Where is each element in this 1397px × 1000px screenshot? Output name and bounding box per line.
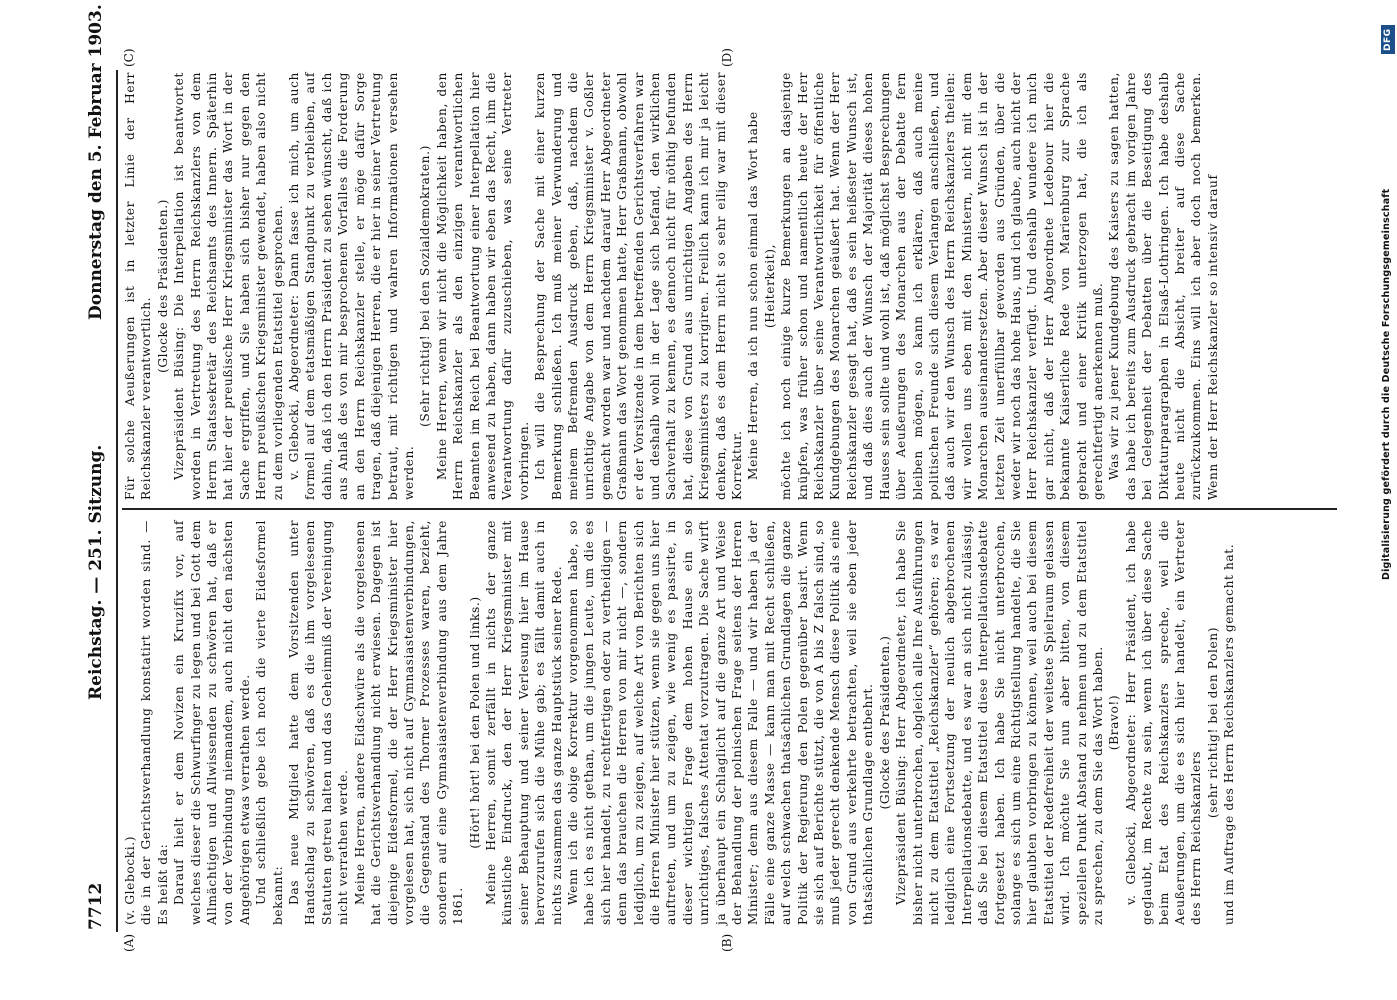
paragraph: Meine Herren, da ich nun schon einmal das Wort habe bbox=[746, 111, 761, 480]
digitization-credit: Digitalisierung gefördert durch die Deutsche Forschungsgemeinschaft bbox=[1381, 188, 1392, 580]
dfg-logo: DFG bbox=[1381, 25, 1395, 54]
left-text-column bbox=[122, 520, 1332, 925]
right-running-title: Donnerstag den 5. Februar 1903. bbox=[86, 4, 106, 320]
paragraph: Das neue Mitglied hatte dem Vorsitzenden unter Handschlag zu schwören, daß es die ihm vorgelesenen Statuten getreu halten und das Geheimniß der Vereinigung nicht verrathen werde. bbox=[287, 520, 351, 925]
paragraph: (sehr richtig! bei den Polen) bbox=[1205, 626, 1220, 819]
page-number: 7712 bbox=[86, 882, 106, 930]
paragraph: (Sehr richtig! bei den Sozialdemokraten.) bbox=[418, 145, 433, 427]
paragraph: Meine Herren, somit zerfällt in nichts der ganze künstliche Eindruck, den der Herr Kriegsminister mit seiner Behauptung und seiner Verlesung hier im Hause hervorzurufen sich die Mühe gab; es fällt damit auch in nichts zusammen das ganze Hauptstück seiner Rede. bbox=[483, 520, 564, 925]
paragraph: v. Glebocki, Abgeordneter: Herr Präsident, ich habe geglaubt, im Rechte zu sein, wenn ich über diese Sache beim Etat des Reichskanzlers spreche, weil die Aeußerungen, um die es sich hier handelt, ein Vertreter des Herrn Reichskanzlers bbox=[1123, 520, 1204, 925]
paragraph: Meine Herren, andere Eidschwüre als die vorgelesenen hat die Gerichtsverhandlung nicht erwiesen. Dagegen ist diejenige Eidesformel, die der Herr Kriegsminister hier vorgelesen hat, sich nicht auf Gymnasiastenverbindungen, die Gegenstand des Thorner Prozesses waren, bezieht, sondern auf eine Gymnasiastenverbindung aus dem Jahre 1861. bbox=[352, 520, 466, 925]
paragraph: (Heiterkeit), bbox=[762, 243, 777, 329]
paragraph: Für solche Aeußerungen ist in letzter Linie der Herr Reichskanzler verantwortlich. bbox=[123, 72, 154, 500]
paragraph: (Glocke des Präsidenten.) bbox=[877, 635, 892, 810]
paragraph: Was wir zu jener Kundgebung des Kaisers zu sagen hatten, das habe ich bereits zum Ausdruck gebracht im vorigen Jahre bei Gelegenheit der Debatten über die Beseitigung des Diktaturparagraphen in Elsaß-Lothringen. Ich habe deshalb heute nicht die Absicht, breiter auf diese Sache zurückzukommen. Eins will ich aber doch noch bemerken. Wenn der Herr Reichskanzler so intensiv darauf bbox=[1107, 72, 1220, 500]
paragraph: Und schließlich gebe ich noch die vierte Eidesformel bekannt: bbox=[254, 520, 285, 925]
paragraph: möchte ich noch einige kurze Bemerkungen an dasjenige knüpfen, was früher schon und namentlich heute der Herr Reichskanzler über seine Verantwortlichkeit für öffentliche Kundgebungen des Monarchen geäußert hat. Wenn der Herr Reichskanzler gesagt hat, daß es sein heißester Wunsch ist, und daß dies auch der Wunsch der Majorität dieses hohen Hauses sein sollte und wohl ist, daß möglichst Besprechungen über Aeußerungen des Monarchen aus der Debatte fern bleiben mögen, so kann ich erklären, daß auch meine politischen Freunde sich diesem Verlangen anschließen, und daß auch wir den Wunsch des Herrn Reichskanzlers theilen: wir wollen uns eben mit den Ministern, nicht mit dem Monarchen auseinandersetzen. Aber dieser Wunsch ist in der letzten Zeit unerfüllbar geworden aus Gründen, über die weder wir noch das hohe Haus, und ich glaube, auch nicht der Herr Reichskanzler verfügt. Und deshalb wundere ich mich gar nicht, daß der Herr Abgeordnete Ledebour hier die bekannte Kaiserliche Rede von Marienburg zur Sprache gebracht und einer Kritik unterzogen hat, die ich als gerechtfertigt anerkennen muß. bbox=[779, 72, 1105, 500]
left-running-title: Reichstag. — 251. Sitzung. bbox=[86, 444, 106, 700]
paragraph: Ich will die Besprechung der Sache mit einer kurzen Bemerkung schließen. Ich muß meiner Verwunderung und meinem Befremden Ausdruck geben, daß, nachdem die unrichtige Angabe von dem Herrn Kriegsminister v. Goßler gemacht worden war und nachdem darauf Herr Abgeordneter Graßmann das Wort genommen hatte, Herr Graßmann, obwohl er der Vorsitzende in dem betreffenden Gerichtsverfahren war und deshalb wohl in der Lage sich befand, den wirklichen Sachverhalt zu kennen, es dennoch nicht für nöthig befunden hat, diese von Grund aus unrichtigen Angaben des Herrn Kriegsministers zu korrigiren. Freilich kann ich mir ja leicht denken, daß es dem Herrn nicht so sehr eilig war mit dieser Korrektur. bbox=[533, 72, 745, 500]
paragraph: (Glocke des Präsidenten.) bbox=[155, 198, 170, 374]
paragraph: Meine Herren, wenn wir nicht die Möglichkeit haben, den Herrn Reichskanzler als den einzigen verantwortlichen Beamten im Reich bei Beantwortung einer Interpellation hier anwesend zu haben, dann haben wir eben das Recht, ihm die Verantwortung dafür zuzuschieben, was seine Vertreter vorbringen. bbox=[434, 72, 531, 500]
paragraph: Darauf hielt er dem Novizen ein Kruzifix vor, auf welches dieser die Schwurfinger zu legen und bei Gott dem Allmächtigen und Allwissenden zu schwören hat, daß er von der Verbindung niemandem, auch nicht den nächsten Angehörigen etwas verrathen werde. bbox=[172, 520, 252, 925]
paragraph: Vizepräsident Büsing: Die Interpellation ist beantwortet worden in Vertretung des Herrn Reichskanzlers von dem Herrn Staatssekretär des Reichsamts des Innern. Späterhin hat hier der preußische Herr Kriegsminister das Wort in der Sache ergriffen, und Sie haben sich bisher nur gegen den Herrn preußischen Kriegsminister gewendet, haben also nicht zu dem vorliegenden Etatstitel gesprochen. bbox=[172, 72, 285, 500]
margin-mark-d: (D) bbox=[720, 48, 734, 67]
paragraph: die in der Gerichtsverhandlung konstatirt worden sind. — Es heißt da: bbox=[139, 520, 170, 925]
running-header bbox=[78, 4, 118, 930]
paragraph: Wenn ich die obige Korrektur vorgenommen habe, so habe ich es nicht gethan, um die jungen Leute, um die es sich hier handelt, zu rechtfertigen oder zu vertheidigen — denn das brauchen die Herren von mir nicht —, sondern lediglich, um zu zeigen, auf welche Art von Berichten sich die Herren Minister hier stützen, wenn sie gegen uns hier auftreten, und um zu zeigen, wie wenig es passirte, in dieser wichtigen Frage dem hohen Hause ein so unrichtiges, falsches Attentat vorzutragen. Die Sache wirft ja überhaupt ein Schlaglicht auf die ganze Art und Weise der Behandlung der polnischen Frage seitens der Herren Minister; denn aus diesem Falle — und wir haben ja der Fälle eine ganze Masse — kann man mit Recht schließen, auf welch schwachen thatsächlichen Grundlagen die ganze Politik der Regierung den Polen gegenüber basirt. Wenn sie sich auf Berichte stützt, die von A bis Z falsch sind, so muß jeder gerecht denkende Mensch diese Politik als eine von Grund aus verkehrte betrachten, weil sie eben jeder thatsächlichen Grundlage entbehrt. bbox=[565, 520, 876, 925]
paragraph: (v. Glebocki.) bbox=[123, 835, 137, 925]
header-rule bbox=[116, 70, 118, 932]
margin-mark-c: (C) bbox=[122, 48, 136, 67]
margin-mark-b: (B) bbox=[720, 933, 734, 952]
paragraph: v. Glebocki, Abgeordneter: Dann fasse ich mich, um auch formell auf dem etatsmäßigen Standpunkt zu verbleiben, auf dahin, daß ich den Herrn Präsident zu sehen wünscht, daß ich aus Anlaß des von mir besprochenen Vorfalles die Forderung an den Herrn Reichskanzler stelle, er möge dafür Sorge tragen, daß diejenigen Herren, die er hier in seiner Vertretung betraut, mit richtigen und wahren Informationen versehen werden. bbox=[287, 72, 416, 500]
paragraph: (Bravo!) bbox=[1107, 694, 1122, 751]
paragraph: und im Auftrage des Herrn Reichskanzlers gemacht hat. bbox=[1222, 543, 1237, 925]
column-divider bbox=[122, 508, 1337, 510]
paragraph: (Hört! hört! bei den Polen und links.) bbox=[467, 596, 482, 849]
right-text-column bbox=[122, 72, 1332, 500]
paragraph: Vizepräsident Büsing: Herr Abgeordneter, ich habe Sie bisher nicht unterbrochen, obgleich alle Ihre Ausführungen nicht zu dem Etatstitel „Reichskanzler“ gehören; es war lediglich eine Fortsetzung der neulich abgebrochenen Interpellationsdebatte, und es war an sich nicht zulässig, daß Sie bei diesem Etatstitel diese Interpellationsdebatte fortgesetzt haben. Ich habe Sie nicht unterbrochen, solange es sich um eine Richtigstellung handelte, die Sie hier glaubten vorbringen zu können, weil auch bei diesem Etatstitel der Redefreiheit der weiteste Spielraum gelassen wird. Ich möchte Sie nun aber bitten, von diesem speziellen Punkt Abstand zu nehmen und zu dem Etatstitel zu sprechen, zu dem Sie das Wort haben. bbox=[894, 520, 1105, 925]
margin-mark-a: (A) bbox=[122, 933, 136, 952]
